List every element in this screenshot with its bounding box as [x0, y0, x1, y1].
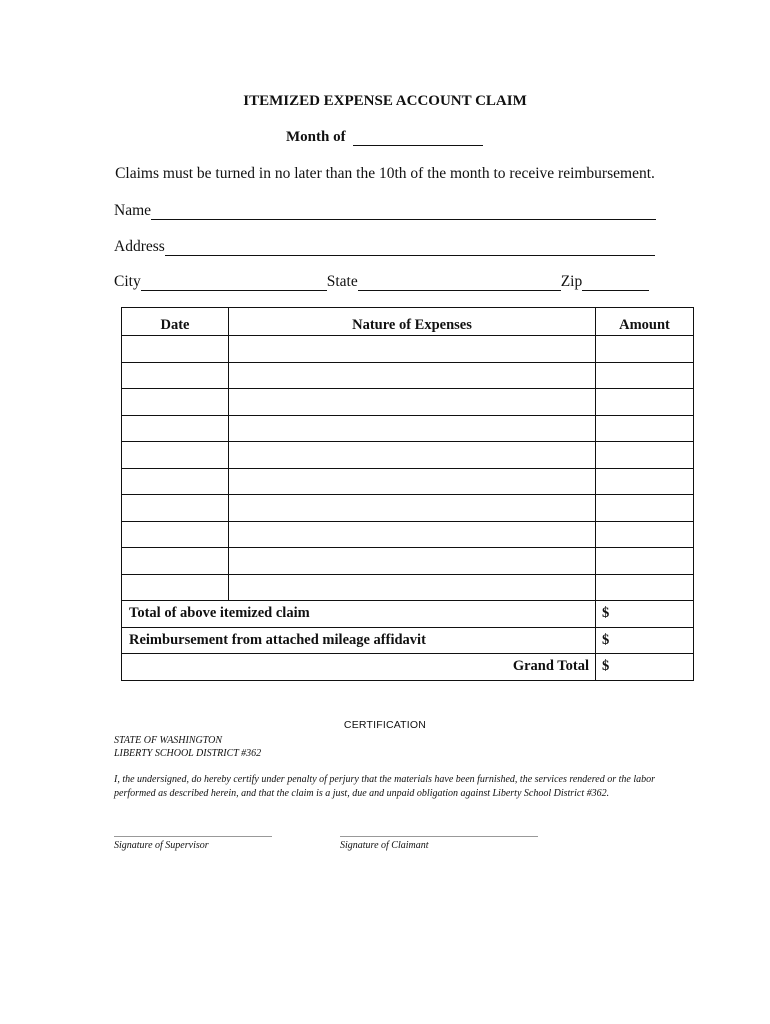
- date-cell[interactable]: [122, 415, 229, 442]
- nature-cell[interactable]: [229, 574, 596, 601]
- nature-cell[interactable]: [229, 336, 596, 363]
- zip-input-line[interactable]: [582, 275, 649, 291]
- amount-cell[interactable]: [596, 574, 694, 601]
- amount-header: Amount: [596, 308, 694, 336]
- table-header-row: [122, 308, 694, 336]
- claimant-signature-block: [340, 836, 538, 851]
- date-cell[interactable]: [122, 442, 229, 469]
- nature-cell[interactable]: [229, 389, 596, 416]
- month-field: [286, 129, 483, 146]
- supervisor-signature-block: [114, 836, 272, 851]
- supervisor-signature-label: Signature of Supervisor: [114, 840, 209, 851]
- zip-label: Zip: [560, 273, 583, 290]
- grand-total-row: [122, 654, 694, 681]
- mileage-row: [122, 627, 694, 654]
- nature-cell[interactable]: [229, 415, 596, 442]
- amount-cell[interactable]: [596, 548, 694, 575]
- date-cell[interactable]: [122, 468, 229, 495]
- amount-cell[interactable]: [596, 415, 694, 442]
- state-label: State: [326, 273, 358, 290]
- table-row: [122, 389, 694, 416]
- itemized-total-row: [122, 601, 694, 628]
- date-cell[interactable]: [122, 362, 229, 389]
- month-label: Month of: [286, 129, 346, 145]
- city-input-line[interactable]: [141, 275, 327, 291]
- table-row: [122, 495, 694, 522]
- table-row: [122, 548, 694, 575]
- date-header: Date: [122, 308, 229, 336]
- amount-cell[interactable]: [596, 468, 694, 495]
- date-cell[interactable]: [122, 548, 229, 575]
- amount-cell[interactable]: [596, 442, 694, 469]
- jurisdiction-block: [114, 734, 261, 760]
- nature-cell[interactable]: [229, 468, 596, 495]
- table-row: [122, 442, 694, 469]
- table-row: [122, 362, 694, 389]
- amount-cell[interactable]: [596, 389, 694, 416]
- table-row: [122, 574, 694, 601]
- date-cell[interactable]: [122, 495, 229, 522]
- month-input-line[interactable]: [353, 132, 483, 146]
- table-row: [122, 521, 694, 548]
- nature-cell[interactable]: [229, 521, 596, 548]
- supervisor-signature-line[interactable]: [114, 836, 272, 837]
- state-line: STATE OF WASHINGTON: [114, 735, 223, 746]
- table-row: [122, 336, 694, 363]
- grand-total-amount[interactable]: $: [596, 654, 694, 681]
- nature-header: Nature of Expenses: [229, 308, 596, 336]
- address-field: [114, 236, 655, 256]
- district-line: LIBERTY SCHOOL DISTRICT #362: [114, 748, 262, 759]
- mileage-amount[interactable]: $: [596, 627, 694, 654]
- nature-cell[interactable]: [229, 548, 596, 575]
- city-label: City: [114, 273, 141, 290]
- form-title: ITEMIZED EXPENSE ACCOUNT CLAIM: [243, 93, 527, 109]
- address-label: Address: [114, 238, 165, 255]
- amount-cell[interactable]: [596, 495, 694, 522]
- amount-cell[interactable]: [596, 362, 694, 389]
- claimant-signature-label: Signature of Claimant: [340, 840, 429, 851]
- date-cell[interactable]: [122, 389, 229, 416]
- city-state-zip-row: [114, 271, 649, 291]
- submission-notice: Claims must be turned in no later than the 10th of the month to receive reimbursement.: [115, 165, 655, 182]
- address-input-line[interactable]: [165, 240, 655, 256]
- itemized-total-label: Total of above itemized claim: [122, 601, 596, 628]
- date-cell[interactable]: [122, 521, 229, 548]
- claimant-signature-line[interactable]: [340, 836, 538, 837]
- date-cell[interactable]: [122, 336, 229, 363]
- amount-cell[interactable]: [596, 521, 694, 548]
- amount-cell[interactable]: [596, 336, 694, 363]
- name-label: Name: [114, 202, 152, 219]
- grand-total-label: Grand Total: [122, 654, 596, 681]
- nature-cell[interactable]: [229, 362, 596, 389]
- mileage-label: Reimbursement from attached mileage affidavit: [122, 627, 596, 654]
- table-row: [122, 415, 694, 442]
- nature-cell[interactable]: [229, 442, 596, 469]
- certification-heading: CERTIFICATION: [343, 719, 427, 731]
- itemized-total-amount[interactable]: $: [596, 601, 694, 628]
- nature-cell[interactable]: [229, 495, 596, 522]
- name-field: [114, 200, 656, 220]
- expense-table: [121, 307, 694, 681]
- date-cell[interactable]: [122, 574, 229, 601]
- certification-statement: I, the undersigned, do hereby certify under penalty of perjury that the materials have been furnished, the services rendered or the labor performed as described herein, and that the claim is a just, due and unpaid obligation against Liberty School District #362.: [114, 774, 655, 799]
- state-input-line[interactable]: [358, 275, 561, 291]
- name-input-line[interactable]: [151, 204, 656, 220]
- table-row: [122, 468, 694, 495]
